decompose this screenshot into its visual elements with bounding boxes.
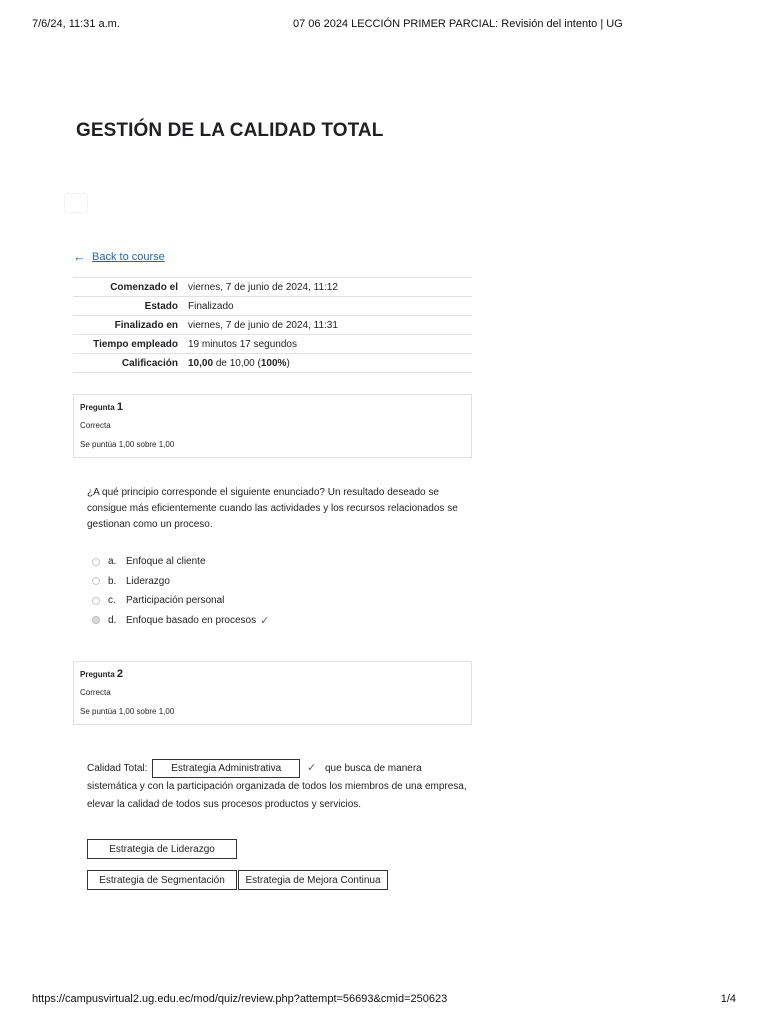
question-state: Correcta bbox=[80, 688, 111, 697]
summary-row bbox=[73, 297, 472, 316]
question-number bbox=[80, 401, 123, 413]
print-url: https://campusvirtual2.ug.edu.ec/mod/quiz/review.php?attempt=56693&cmid=250623 bbox=[32, 993, 448, 1005]
summary-row bbox=[73, 335, 472, 354]
summary-row bbox=[73, 316, 472, 335]
option-letter: d. bbox=[108, 614, 117, 626]
radio-button-selected[interactable] bbox=[92, 616, 100, 624]
summary-label: Estado bbox=[144, 300, 178, 312]
answer-option-a[interactable] bbox=[92, 552, 269, 572]
summary-label: Finalizado en bbox=[114, 319, 178, 331]
summary-value: viernes, 7 de junio de 2024, 11:31 bbox=[188, 319, 338, 331]
print-page-number: 1/4 bbox=[720, 993, 736, 1005]
back-to-course-label: Back to course bbox=[92, 250, 165, 263]
course-image-icon bbox=[64, 193, 88, 213]
summary-row bbox=[73, 278, 472, 297]
option-text: Enfoque al cliente bbox=[126, 556, 206, 568]
print-header bbox=[32, 13, 736, 33]
question-grade: Se puntúa 1,00 sobre 1,00 bbox=[80, 707, 175, 716]
summary-row bbox=[73, 354, 472, 373]
question-1-info bbox=[73, 394, 472, 458]
drag-item-mejora-continua[interactable]: Estrategia de Mejora Continua bbox=[238, 870, 388, 890]
question-2-text bbox=[87, 759, 467, 813]
radio-button[interactable] bbox=[92, 597, 100, 605]
option-text: Enfoque basado en procesos bbox=[126, 614, 257, 626]
question-num: 2 bbox=[116, 668, 124, 680]
answer-option-b[interactable] bbox=[92, 572, 269, 592]
question-label: Pregunta bbox=[80, 403, 115, 412]
option-letter: b. bbox=[108, 575, 117, 587]
summary-value: viernes, 7 de junio de 2024, 11:12 bbox=[188, 281, 338, 293]
question-grade: Se puntúa 1,00 sobre 1,00 bbox=[80, 440, 175, 449]
grade-percent: 100% bbox=[260, 357, 287, 369]
print-footer bbox=[32, 989, 736, 1007]
grade-close: ) bbox=[286, 357, 290, 369]
course-title: GESTIÓN DE LA CALIDAD TOTAL bbox=[76, 120, 384, 141]
question-number bbox=[80, 668, 123, 680]
grade-of: de 10,00 ( bbox=[215, 357, 261, 369]
text-before-blank: Calidad Total: bbox=[87, 763, 148, 775]
answer-option-c[interactable] bbox=[92, 591, 269, 611]
question-state: Correcta bbox=[80, 421, 111, 430]
summary-label: Comenzado el bbox=[110, 281, 178, 293]
text-after-blank: que busca de manera sistemática y con la participación organizada de todos los miembros de una empresa, elevar la calidad de todos sus procesos productos y servicios. bbox=[87, 763, 467, 810]
check-icon: ✓ bbox=[260, 614, 270, 627]
question-1-text: ¿A qué principio corresponde el siguiente enunciado? Un resultado deseado se consigue más eficientemente cuando las actividades y los recursos relacionados se gestionan como un proceso. bbox=[87, 487, 458, 530]
grade-score: 10,00 bbox=[188, 357, 214, 369]
arrow-left-icon: ← bbox=[73, 249, 86, 264]
summary-value bbox=[183, 354, 472, 373]
answer-option-d[interactable] bbox=[92, 611, 269, 631]
summary-label: Tiempo empleado bbox=[93, 338, 178, 350]
drag-item-segmentacion[interactable]: Estrategia de Segmentación bbox=[87, 870, 237, 890]
drag-item-liderazgo[interactable]: Estrategia de Liderazgo bbox=[87, 839, 237, 859]
summary-value: 19 minutos 17 segundos bbox=[188, 338, 297, 350]
option-text: Participación personal bbox=[126, 595, 225, 607]
back-to-course-link[interactable] bbox=[73, 250, 165, 263]
question-label: Pregunta bbox=[80, 670, 115, 679]
summary-label: Calificación bbox=[121, 357, 178, 369]
question-1-answers bbox=[92, 552, 269, 630]
check-icon: ✓ bbox=[306, 762, 317, 775]
option-letter: c. bbox=[108, 595, 116, 607]
question-2-info bbox=[73, 661, 472, 725]
option-letter: a. bbox=[108, 556, 117, 568]
radio-button[interactable] bbox=[92, 558, 100, 566]
option-text: Liderazgo bbox=[126, 575, 170, 587]
radio-button[interactable] bbox=[92, 577, 100, 585]
question-num: 1 bbox=[116, 401, 124, 413]
print-page-title: 07 06 2024 LECCIÓN PRIMER PARCIAL: Revisión del intento | UG bbox=[293, 18, 623, 30]
attempt-summary-table bbox=[73, 277, 472, 373]
drop-blank[interactable]: Estrategia Administrativa bbox=[152, 759, 300, 778]
print-date: 7/6/24, 11:31 a.m. bbox=[32, 18, 120, 30]
summary-value: Finalizado bbox=[188, 300, 234, 312]
